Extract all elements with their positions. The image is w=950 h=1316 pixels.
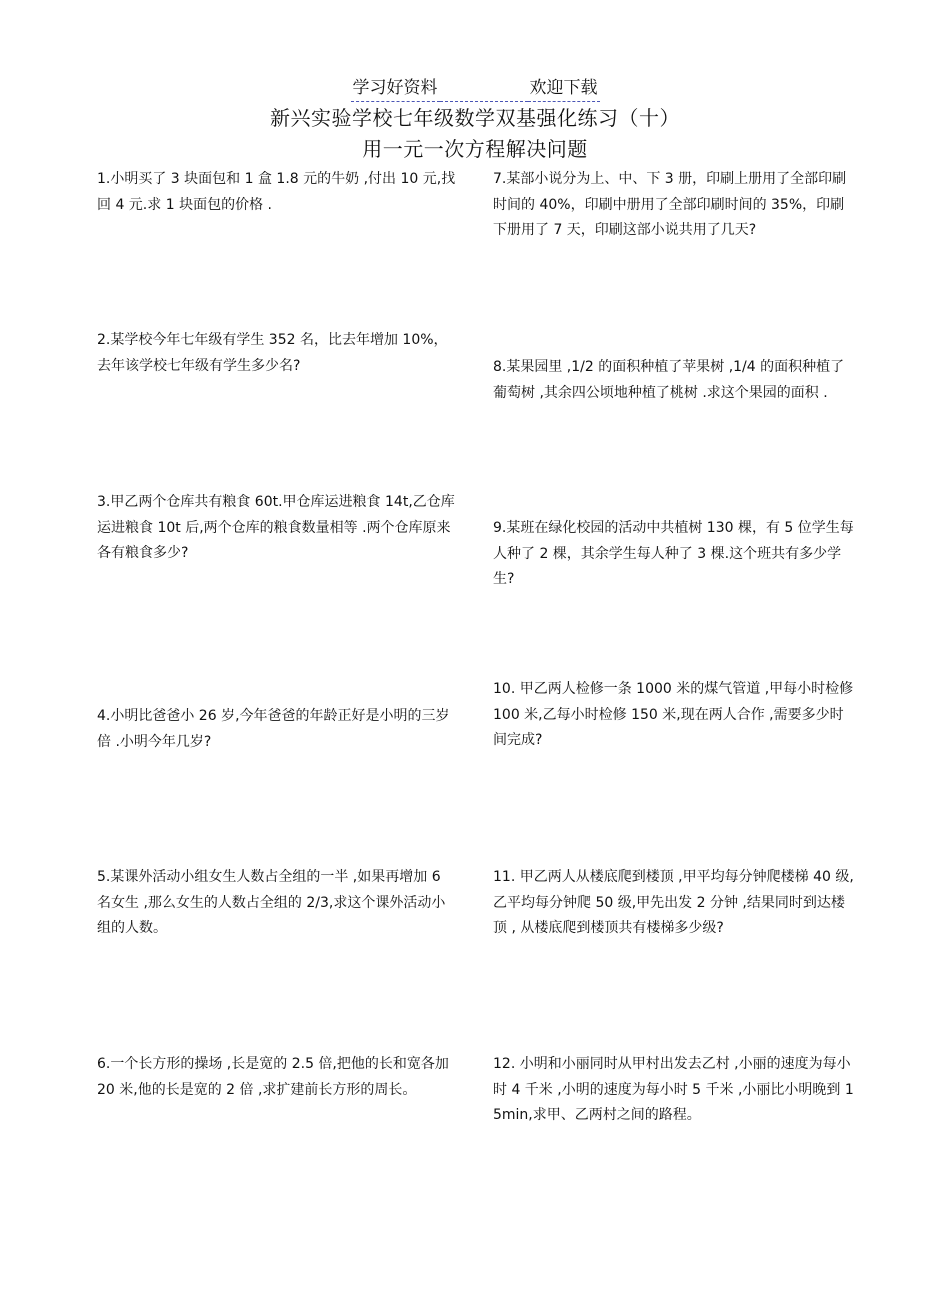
question-12: 12. 小明和小丽同时从甲村出发去乙村 ,小丽的速度为每小时 4 千米 ,小明的速度为每小时 5 千米 ,小丽比小明晚到 15min,求甲、乙两村之间的路程。 xyxy=(493,1056,854,1123)
question-1: 1.小明买了 3 块面包和 1 盒 1.8 元的牛奶 ,付出 10 元,找回 4 元.求 1 块面包的价格 . xyxy=(97,171,456,213)
question-11: 11. 甲乙两人从楼底爬到楼顶 ,甲平均每分钟爬楼梯 40 级,乙平均每分钟爬 50 级,甲先出发 2 分钟 ,结果同时到达楼顶 , 从楼底爬到楼顶共有楼梯多少级? xyxy=(493,869,854,936)
question-2: 2.某学校今年七年级有学生 352 名，比去年增加 10%，去年该学校七年级有学生多少名? xyxy=(97,332,448,374)
document-title: 新兴实验学校七年级数学双基强化练习（十） xyxy=(270,106,680,130)
document-subtitle: 用一元一次方程解决问题 xyxy=(362,137,588,161)
question-10: 10. 甲乙两人检修一条 1000 米的煤气管道 ,甲每小时检修 100 米,乙每小时检修 150 米,现在两人合作 ,需要多少时间完成? xyxy=(493,681,854,748)
question-7: 7.某部小说分为上、中、下 3 册，印刷上册用了全部印刷时间的 40%，印刷中册用了全部印刷时间的 35%，印刷下册用了 7 天，印刷这部小说共用了几天? xyxy=(493,171,847,238)
question-5: 5.某课外活动小组女生人数占全组的一半 ,如果再增加 6 名女生 ,那么女生的人数占全组的 2/3,求这个课外活动小组的人数。 xyxy=(97,869,446,936)
question-6: 6.一个长方形的操场 ,长是宽的 2.5 倍,把他的长和宽各加 20 米,他的长是宽的 2 倍 ,求扩建前长方形的周长。 xyxy=(97,1056,449,1098)
question-8: 8.某果园里 ,1/2 的面积种植了苹果树 ,1/4 的面积种植了葡萄树 ,其余四公顷地种植了桃树 .求这个果园的面积 . xyxy=(493,359,845,401)
header-dashed-gap xyxy=(440,81,528,102)
header-left-text: 学习好资料 xyxy=(351,76,440,102)
question-9: 9.某班在绿化校园的活动中共植树 130 棵，有 5 位学生每人种了 2 棵，其余学生每人种了 3 棵.这个班共有多少学生? xyxy=(493,520,854,587)
question-3: 3.甲乙两个仓库共有粮食 60t.甲仓库运进粮食 14t,乙仓库运进粮食 10t 后,两个仓库的粮食数量相等 .两个仓库原来各有粮食多少? xyxy=(97,494,455,561)
page-header xyxy=(0,76,950,102)
question-4: 4.小明比爸爸小 26 岁,今年爸爸的年龄正好是小明的三岁倍 .小明今年几岁? xyxy=(97,708,450,750)
header-right-text: 欢迎下载 xyxy=(528,76,600,102)
